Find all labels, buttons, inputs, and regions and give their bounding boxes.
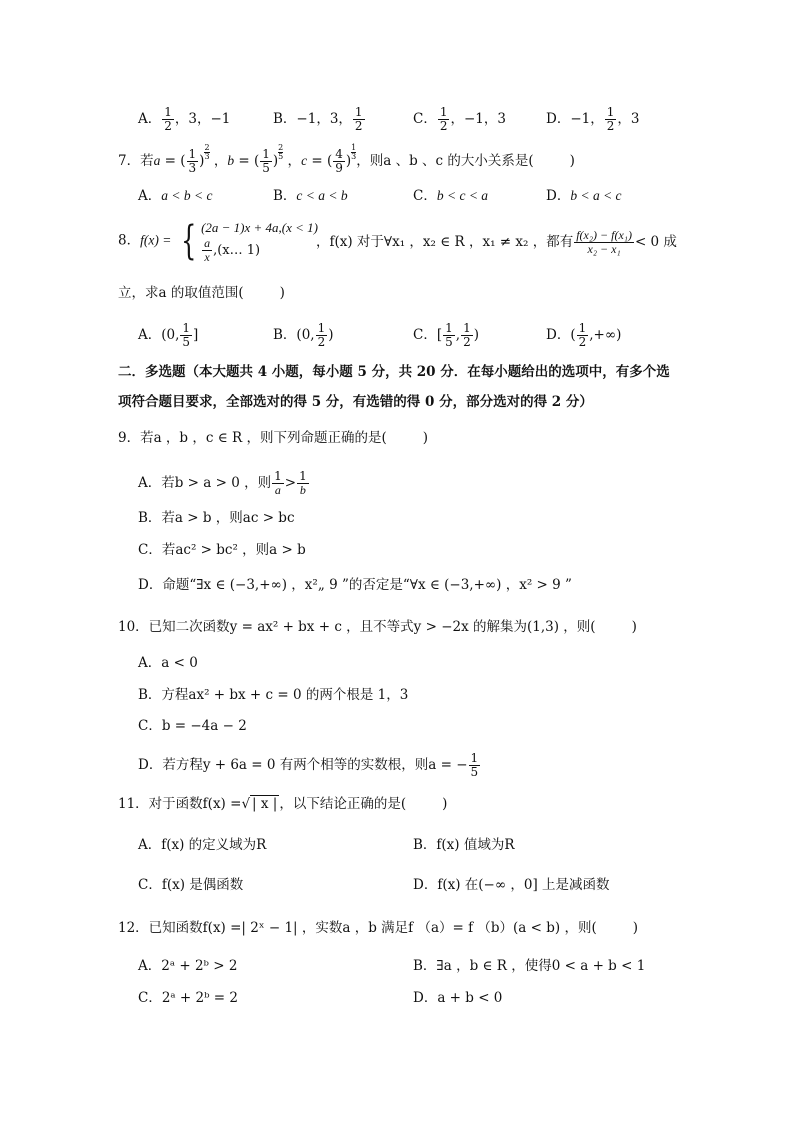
q10-option-d: D．若方程y + 6a = 0 有两个相等的实数根，则a = − $\frac{1}{5}$	[138, 751, 479, 779]
q12-stem: 12．已知函数f(x) =| 2ˣ − 1| ，实数a ，b 满足f （a）= f （b）(a < b) ，则( )	[118, 920, 638, 936]
q8-option-a: A．(0, $\frac{1}{5}$ ]	[138, 321, 199, 349]
q10-option-b: B．方程ax² + bx + c = 0 的两个根是 1，3	[138, 687, 409, 703]
q10-option-c: C．b = −4a − 2	[138, 718, 247, 734]
fraction: $\frac{1}{2}$	[606, 105, 615, 133]
q12-option-d: D．a + b < 0	[413, 990, 503, 1006]
fraction: $\frac{1}{2}$	[354, 105, 363, 133]
q9-option-d: D．命题“∃x ∈ (−3,+∞) ，x²„ 9 ”的否定是“∀x ∈ (−3,+∞) ，x² > 9 ”	[138, 577, 572, 593]
q10-option-a: A．a < 0	[138, 655, 198, 671]
q12-option-b: B．∃a ，b ∈ R ，使得0 < a + b < 1	[413, 958, 646, 974]
q8-condition: ，f(x) 对于∀x₁ ，x₂ ∈ R ，x₁ ≠ x₂ ，都有 $\frac{\text{f(x₂) − f(x₁)}}{\text{x₂ − x₁}}$ < 0 成	[316, 228, 677, 256]
q7-option-a: A．a < b < c	[138, 188, 213, 204]
q11-option-a: A．f(x) 的定义域为R	[138, 837, 267, 853]
q11-option-b: B．f(x) 值域为R	[413, 837, 515, 853]
q12-option-a: A．2ᵃ + 2ᵇ > 2	[138, 958, 238, 974]
piecewise-cases: (2a − 1)x + 4a,(x < 1) $\frac{a}{x}$ ,(x… 1)	[201, 220, 318, 264]
q9-option-a: A．若b > a > 0 ，则 $\frac{1}{a}$ > $\frac{1}{b}$	[138, 469, 307, 497]
q8-stem-line2: 立，求a 的取值范围( )	[118, 285, 285, 301]
q6-option-b: B．−1，3， $\frac{1}{2}$	[273, 105, 363, 133]
sqrt-radicand: | x |	[252, 796, 278, 812]
q6-option-a: A． $\frac{1}{2}$ ，3，−1	[138, 105, 231, 133]
q7-stem: 7．若a = ( $\frac{1}{3}$ ) $\frac{2}{3}$ ，b = ( $\frac{1}{5}$ ) $\frac{2}{5}$ ，c = ( $\frac{4}{9}$ ) $\frac{1}{3}$ ，则a 、b 、c 的大小关系是( )	[118, 143, 575, 175]
q8-stem: 8．f(x) = { (2a − 1)x + 4a,(x < 1) $\frac{a}{x}$ ,(x… 1)	[118, 218, 318, 264]
q6-option-c: C． $\frac{1}{2}$ ，−1，3	[413, 105, 506, 133]
q11-option-d: D．f(x) 在(−∞ ，0] 上是减函数	[413, 877, 610, 893]
section-heading-line2: 项符合题目要求，全部选对的得 5 分，有选错的得 0 分，部分选对的得 2 分）	[118, 394, 593, 410]
q12-option-c: C．2ᵃ + 2ᵇ = 2	[138, 990, 238, 1006]
q9-option-b: B．若a > b ，则ac > bc	[138, 510, 295, 526]
q10-stem: 10．已知二次函数y = ax² + bx + c ，且不等式y > −2x 的解集为(1,3) ，则( )	[118, 619, 637, 635]
section-heading: 二．多选题（本大题共 4 小题，每小题 5 分，共 20 分．在每小题给出的选项中，有多个选	[118, 364, 670, 380]
q9-stem: 9．若a ，b ，c ∈ R ，则下列命题正确的是( )	[118, 430, 429, 446]
q11-stem: 11．对于函数f(x) =√ | x | ，以下结论正确的是( )	[118, 796, 448, 812]
q8-option-b: B．(0, $\frac{1}{2}$ )	[273, 321, 334, 349]
q6-option-d: D．−1， $\frac{1}{2}$ ，3	[546, 105, 640, 133]
q7-option-d: D．b < a < c	[546, 188, 622, 204]
fraction: $\frac{1}{2}$	[439, 105, 448, 133]
q9-option-c: C．若ac² > bc² ，则a > b	[138, 542, 306, 558]
fraction: $\frac{1}{2}$	[164, 105, 172, 133]
piecewise-brace: {	[180, 218, 196, 264]
q7-option-c: C．b < c < a	[413, 188, 489, 204]
q8-option-c: C．[ $\frac{1}{5}$ , $\frac{1}{2}$ )	[413, 321, 479, 349]
q8-option-d: D．( $\frac{1}{2}$ ,+∞)	[546, 321, 622, 349]
q7-option-b: B．c < a < b	[273, 188, 348, 204]
q11-option-c: C．f(x) 是偶函数	[138, 877, 244, 893]
